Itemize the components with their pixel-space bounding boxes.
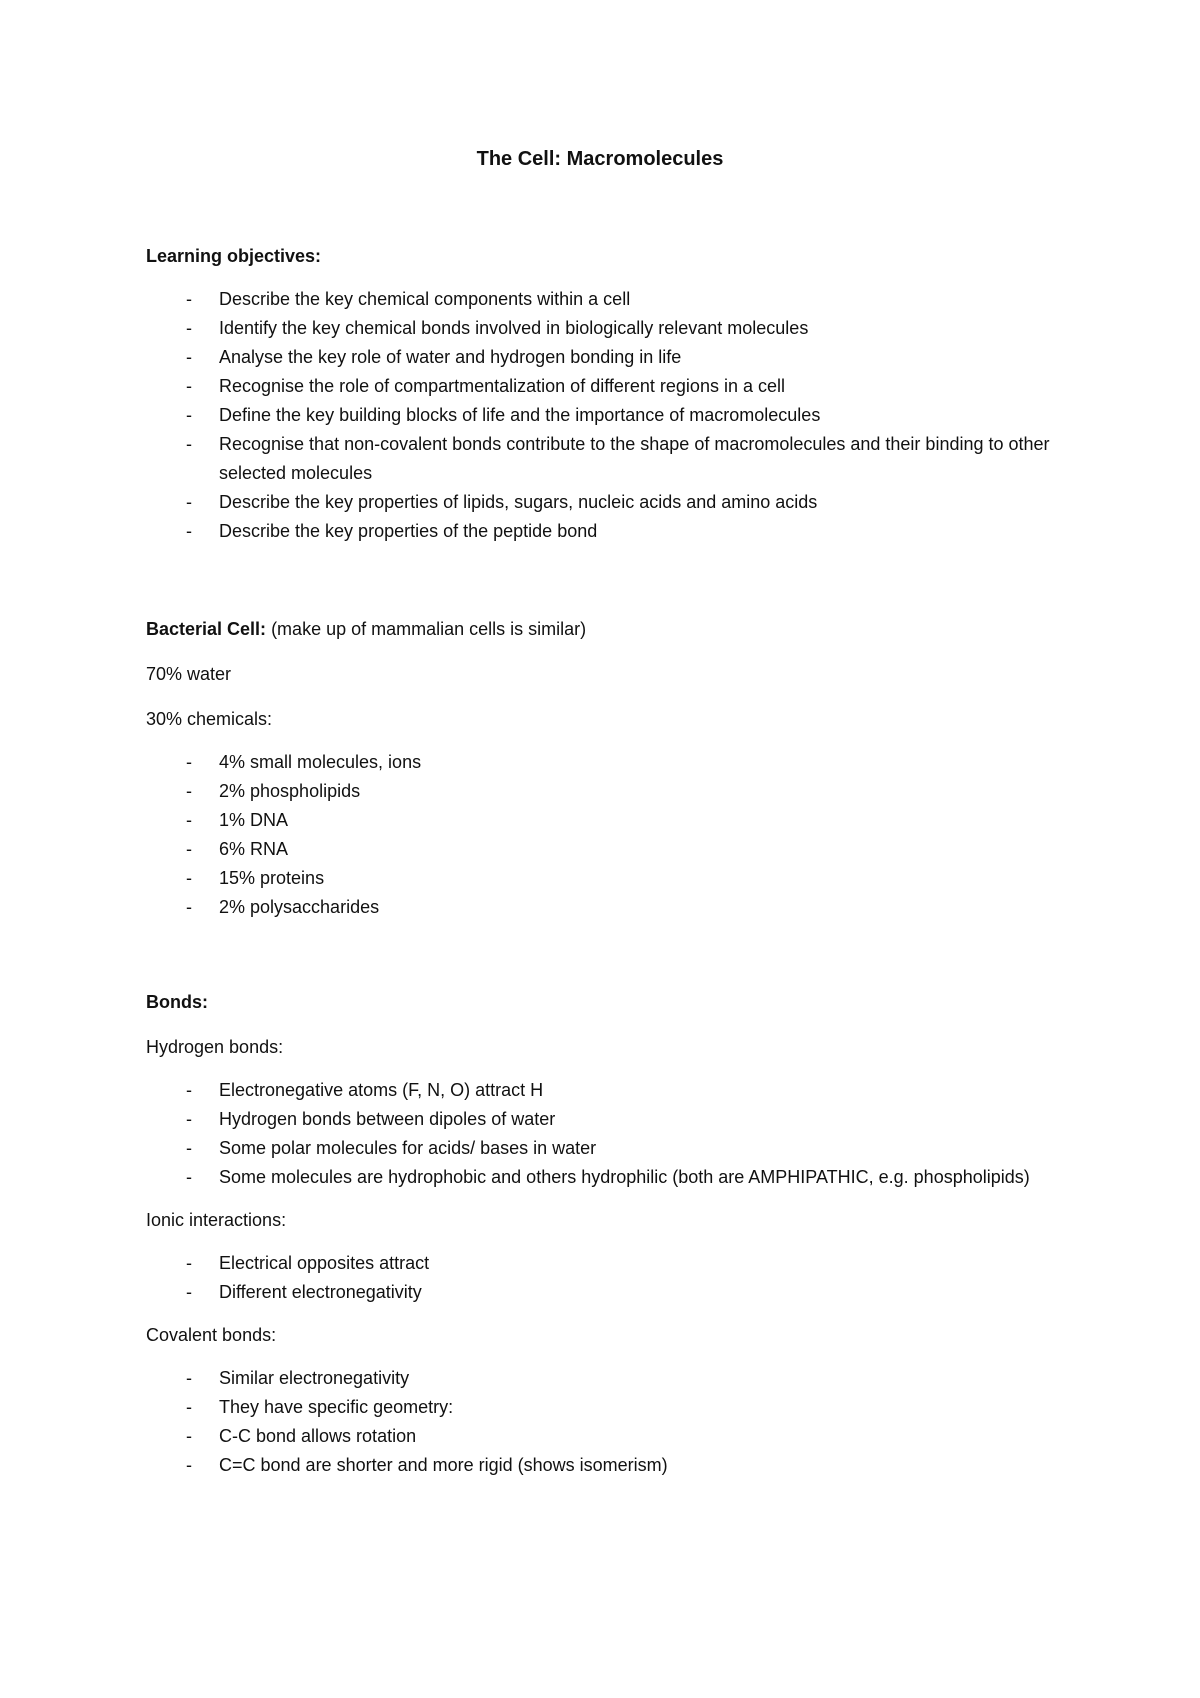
ionic-interactions-label: Ionic interactions: — [146, 1210, 287, 1230]
covalent-bonds-label: Covalent bonds: — [146, 1325, 277, 1345]
bacterial-cell-note: (make up of mammalian cells is similar) — [266, 619, 587, 639]
bacterial-cell-section — [146, 615, 1066, 922]
list-item: - C=C bond are shorter and more rigid (shows isomerism) — [146, 1451, 1066, 1480]
chemicals-percentage: 30% chemicals: — [146, 709, 273, 729]
list-item: - 2% phospholipids — [146, 777, 1066, 806]
list-item: - 2% polysaccharides — [146, 893, 1066, 922]
hydrogen-bonds-label: Hydrogen bonds: — [146, 1037, 284, 1057]
hydrogen-bonds-list — [146, 1076, 1066, 1192]
list-item: - 1% DNA — [146, 806, 1066, 835]
list-item: - 6% RNA — [146, 835, 1066, 864]
list-item: - Identify the key chemical bonds involved in biologically relevant molecules — [146, 314, 1066, 343]
bacterial-cell-line — [146, 615, 1066, 644]
learning-objectives-list — [146, 285, 1066, 546]
list-item: - Recognise the role of compartmentalization of different regions in a cell — [146, 372, 1066, 401]
list-item: - They have specific geometry: — [146, 1393, 1066, 1422]
list-item: - Describe the key properties of lipids, sugars, nucleic acids and amino acids — [146, 488, 1066, 517]
water-percentage: 70% water — [146, 664, 232, 684]
bonds-heading: Bonds: — [146, 992, 208, 1012]
page-title: The Cell: Macromolecules — [476, 148, 724, 170]
chemical-composition-list — [146, 748, 1066, 922]
list-item: - Describe the key chemical components within a cell — [146, 285, 1066, 314]
list-item: - Different electronegativity — [146, 1278, 1066, 1307]
list-item: - Some polar molecules for acids/ bases in water — [146, 1134, 1066, 1163]
learning-objectives-heading: Learning objectives: — [146, 246, 322, 266]
list-item: - Some molecules are hydrophobic and others hydrophilic (both are AMPHIPATHIC, e.g. phospholipids) — [146, 1163, 1066, 1192]
list-item: - Analyse the key role of water and hydrogen bonding in life — [146, 343, 1066, 372]
list-item: - 15% proteins — [146, 864, 1066, 893]
learning-objectives-section — [146, 242, 1066, 546]
list-item: - Electronegative atoms (F, N, O) attract H — [146, 1076, 1066, 1105]
covalent-bonds-list — [146, 1364, 1066, 1480]
list-item: - Electrical opposites attract — [146, 1249, 1066, 1278]
list-item: - Define the key building blocks of life and the importance of macromolecules — [146, 401, 1066, 430]
list-item: - Describe the key properties of the peptide bond — [146, 517, 1066, 546]
list-item: - 4% small molecules, ions — [146, 748, 1066, 777]
ionic-interactions-list — [146, 1249, 1066, 1307]
list-item: - C-C bond allows rotation — [146, 1422, 1066, 1451]
list-item: - Recognise that non-covalent bonds contribute to the shape of macromolecules and their binding to other selected molecules — [146, 430, 1066, 488]
list-item: - Similar electronegativity — [146, 1364, 1066, 1393]
bacterial-cell-heading: Bacterial Cell: — [146, 619, 267, 639]
bonds-section — [146, 988, 1066, 1480]
list-item: - Hydrogen bonds between dipoles of water — [146, 1105, 1066, 1134]
